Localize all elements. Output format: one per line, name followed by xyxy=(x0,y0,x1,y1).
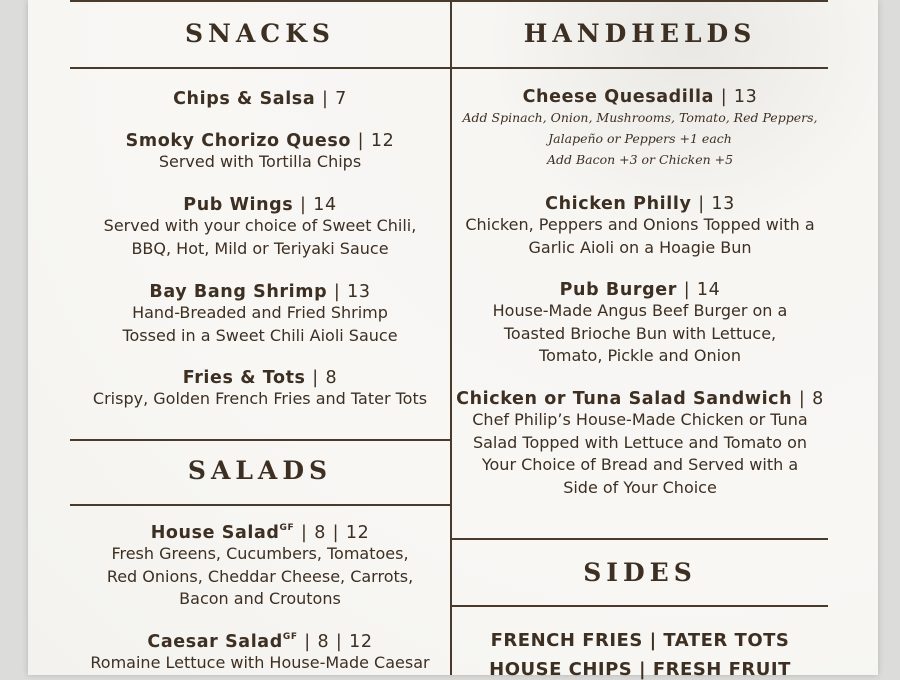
item-name: Fries & Tots xyxy=(182,368,306,388)
separator: | xyxy=(698,194,705,214)
sides-bottom-rule xyxy=(452,605,828,607)
menu-item xyxy=(452,194,828,259)
item-description: Red Onions, Cheddar Cheese, Carrots, xyxy=(106,566,414,586)
item-description: Tomato, Pickle and Onion xyxy=(539,346,741,365)
item-price: 13 xyxy=(711,194,735,214)
sides-line: FRENCH FRIES | TATER TOTS xyxy=(490,630,790,651)
separator: | xyxy=(335,632,343,652)
item-name: Chicken Philly xyxy=(545,194,692,214)
gluten-free-tag: GF xyxy=(279,523,295,533)
item-name: House Salad xyxy=(150,523,280,543)
item-description: Salad Topped with Lettuce and Tomato on xyxy=(472,432,808,452)
item-name: Smoky Chorizo Queso xyxy=(125,131,351,151)
item-price: 13 xyxy=(733,87,758,107)
menu-item xyxy=(452,87,828,170)
item-price: 12 xyxy=(370,131,395,151)
item-name: Bay Bang Shrimp xyxy=(149,282,328,302)
item-description: Served with your choice of Sweet Chili, xyxy=(103,216,417,235)
separator: | xyxy=(304,632,311,652)
item-description: BBQ, Hot, Mild or Teriyaki Sauce xyxy=(131,238,389,258)
separator: | xyxy=(798,389,806,409)
salads-list xyxy=(70,0,450,675)
item-description: Chef Philip’s House-Made Chicken or Tuna xyxy=(472,410,808,429)
separator: | xyxy=(312,368,319,388)
salads-heading: SALADS xyxy=(187,456,333,485)
sides-line: HOUSE CHIPS | FRESH FRUIT xyxy=(489,659,791,680)
item-name: Pub Burger xyxy=(559,280,677,300)
item-price: 8 xyxy=(325,368,338,388)
item-description: Chicken, Peppers and Onions Topped with a xyxy=(465,215,815,234)
item-description: Hand-Breaded and Fried Shrimp xyxy=(132,303,388,322)
item-description: Tossed in a Sweet Chili Aioli Sauce xyxy=(122,325,398,345)
separator: | xyxy=(357,131,365,151)
item-description: Your Choice of Bread and Served with a xyxy=(481,455,799,474)
item-description: Toasted Brioche Bun with Lettuce, xyxy=(503,323,777,343)
separator: | xyxy=(332,523,340,543)
item-name: Chips & Salsa xyxy=(173,89,316,109)
item-note: Jalapeño or Peppers +1 each xyxy=(548,131,732,146)
gluten-free-tag: GF xyxy=(282,632,298,642)
menu-item xyxy=(452,280,828,368)
separator: | xyxy=(301,523,308,543)
separator: | xyxy=(683,280,691,300)
item-price-small: 8 xyxy=(317,632,330,652)
item-description: Crispy, Golden French Fries and Tater Tots xyxy=(92,389,428,408)
item-note: Add Bacon +3 or Chicken +5 xyxy=(546,152,734,167)
item-price-large: 12 xyxy=(345,523,370,543)
item-description: Bacon and Croutons xyxy=(179,589,341,608)
sides-heading: SIDES xyxy=(583,558,697,587)
item-price-large: 12 xyxy=(349,632,373,652)
item-description: Side of Your Choice xyxy=(563,477,717,497)
menu-item xyxy=(70,632,450,675)
item-price-small: 8 xyxy=(314,523,326,543)
item-price: 13 xyxy=(347,282,371,302)
item-description: Fresh Greens, Cucumbers, Tomatoes, xyxy=(111,544,409,563)
handhelds-heading: HANDHELDS xyxy=(523,19,757,48)
item-description: Garlic Aioli on a Hoagie Bun xyxy=(528,237,752,257)
item-name: Caesar Salad xyxy=(147,632,283,652)
item-price: 8 xyxy=(812,389,824,409)
item-price: 7 xyxy=(335,89,347,109)
item-name: Pub Wings xyxy=(183,195,294,215)
menu-item xyxy=(70,523,450,611)
item-description: Romaine Lettuce with House-Made Caesar xyxy=(90,653,430,672)
item-name: Chicken or Tuna Salad Sandwich xyxy=(456,389,793,409)
separator: | xyxy=(720,87,728,107)
handhelds-list xyxy=(452,0,828,540)
separator: | xyxy=(321,89,329,109)
item-description: House-Made Angus Beef Burger on a xyxy=(492,301,788,320)
separator: | xyxy=(333,282,341,302)
snacks-heading: SNACKS xyxy=(185,19,335,48)
item-description: Served with Tortilla Chips xyxy=(158,152,362,171)
menu-item xyxy=(452,389,828,499)
item-price: 14 xyxy=(313,195,337,215)
item-note: Add Spinach, Onion, Mushrooms, Tomato, Red Peppers, xyxy=(462,110,818,125)
item-name: Cheese Quesadilla xyxy=(522,87,714,107)
separator: | xyxy=(300,195,307,215)
item-price: 14 xyxy=(696,280,721,300)
